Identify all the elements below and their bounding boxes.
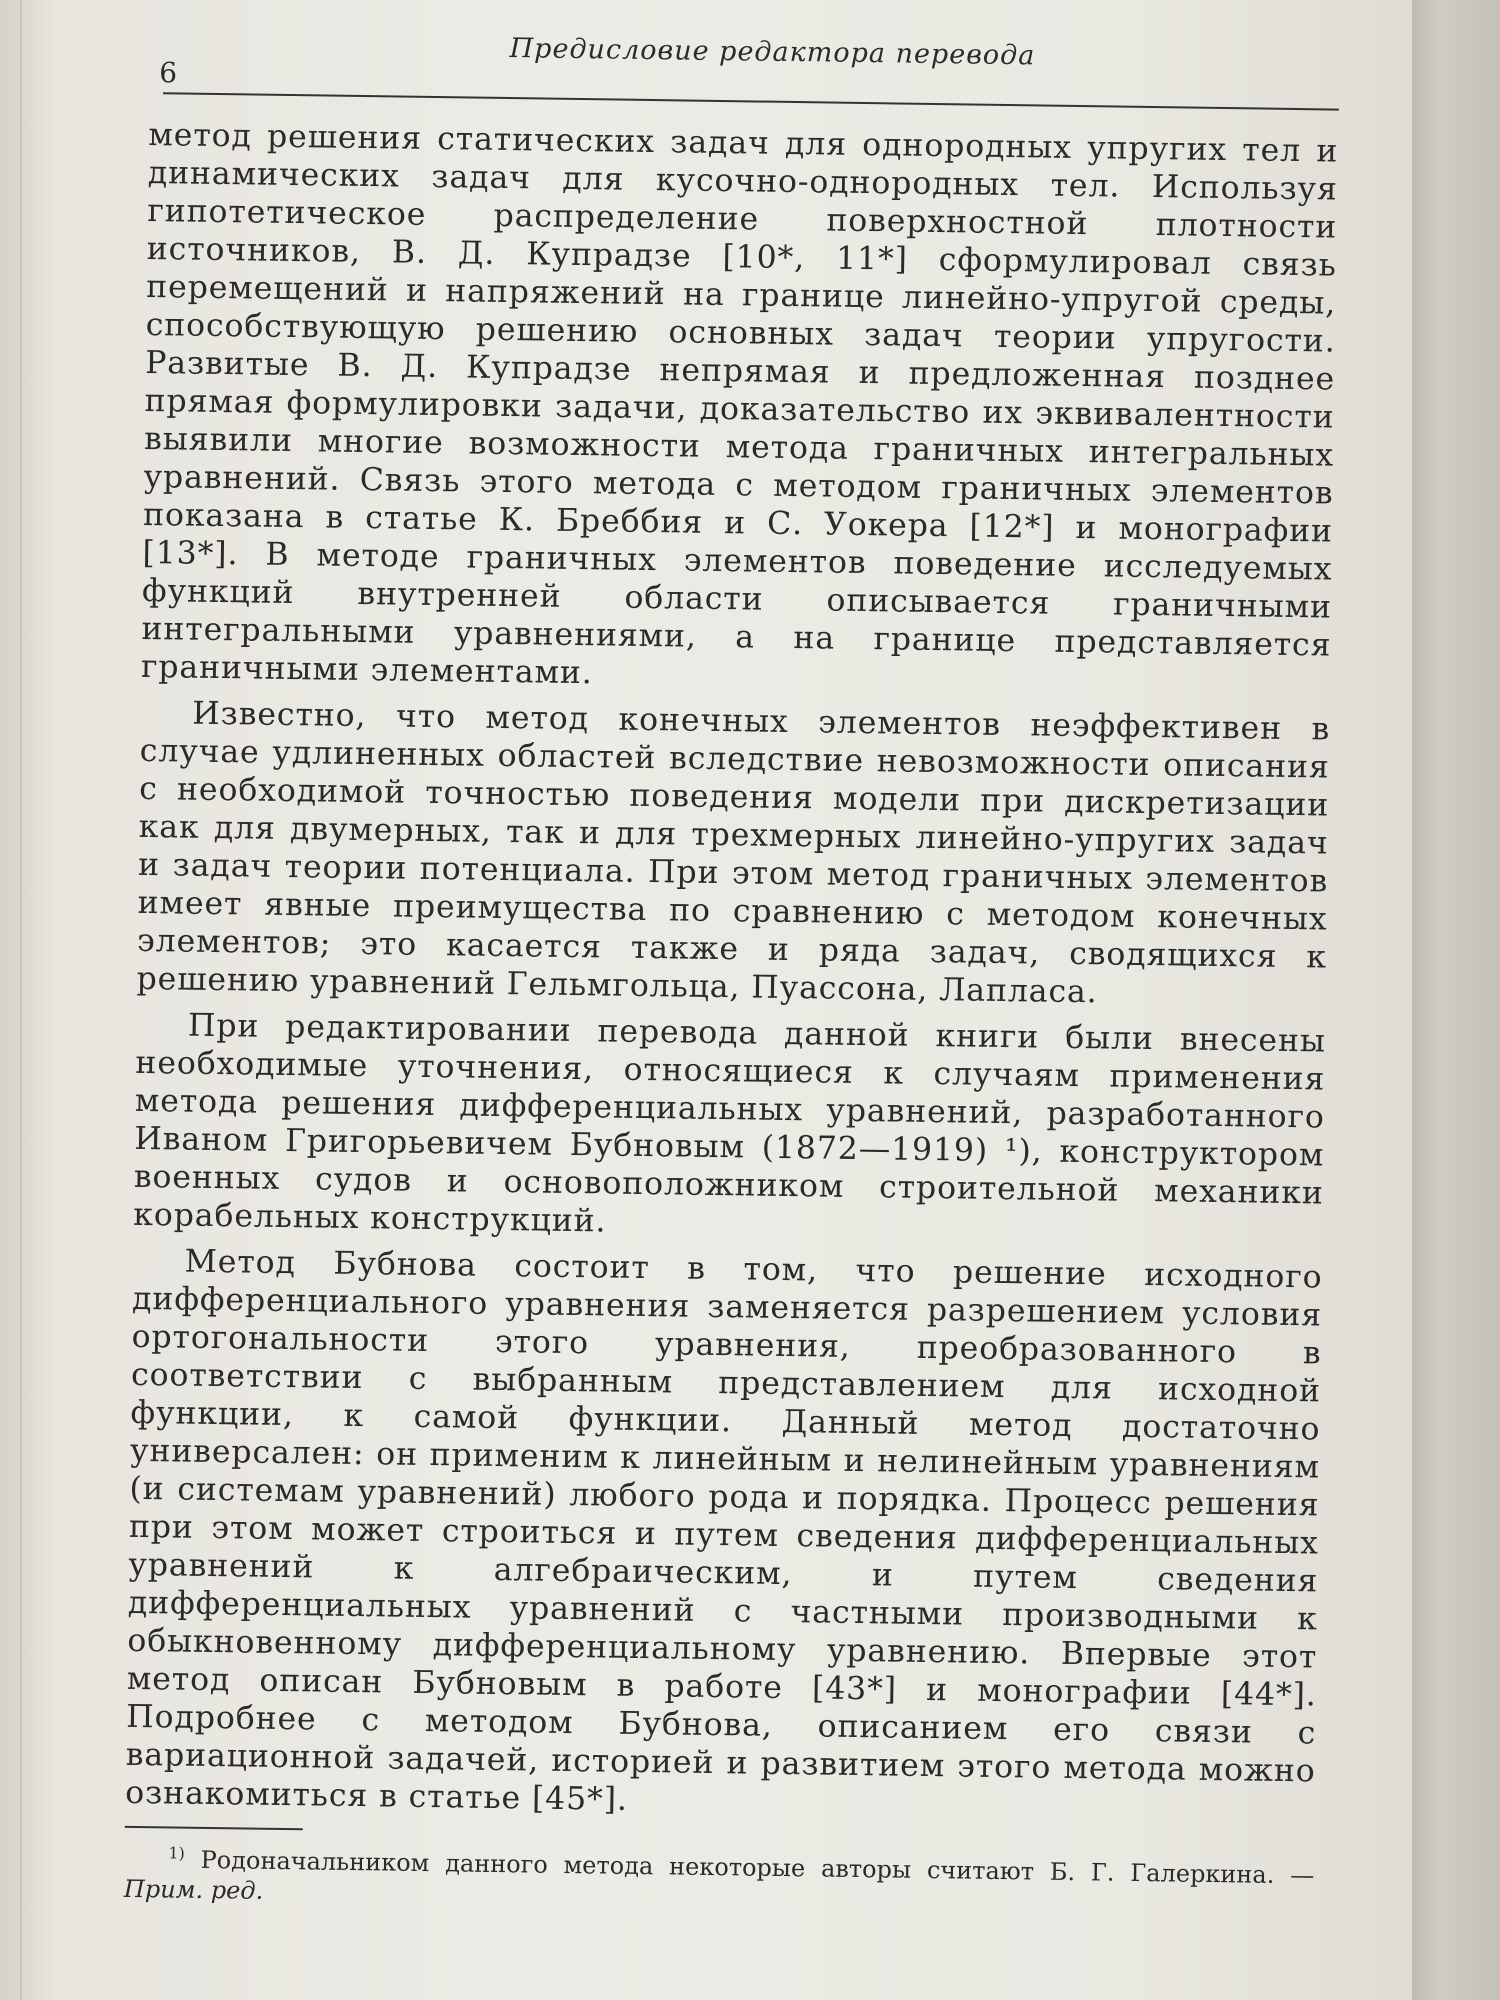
paragraph-4: Метод Бубнова состоит в том, что решение исходного дифференциального уравнения заменяется разрешением условия ортогональности этого уравнения, преобразованного в соответствии с выбранным представлением для исходной функции, к самой функции. Данный метод достаточно универсален: он применим к линейным и нелинейным уравнениям (и системам уравнений) любого рода и порядка. Процесс решения при этом может строиться и путем сведения дифференциальных уравнений к алгебраическим, и путем сведения дифференциальных уравнений с частными производными к обыкновенному дифференциальному уравнению. Впервые этот метод описан Бубновым в работе [43*] и монографии [44*]. Подробнее с методом Бубнова, описанием его связи с вариационной задачей, историей и развитием этого метода можно ознакомиться в статье [45*]. bbox=[124, 1243, 1323, 1818]
footnote-editor-note: Прим. ред. bbox=[123, 1874, 264, 1905]
paragraph-3: При редактировании перевода данной книги были внесены необходимые уточнения, относящиеся к случаям применения метода решения дифференциальных уравнений, разработанного Иваном Григорьевичем Бубновым (1872—1919) ¹), конструктором военных судов и основоположником строительной механики корабельных конструкций. bbox=[133, 1007, 1327, 1240]
footnote bbox=[124, 1838, 1315, 1921]
footnote-rule bbox=[125, 1826, 303, 1830]
page-header bbox=[149, 20, 1340, 111]
binding-gutter bbox=[20, 0, 22, 2000]
adjacent-page-edge bbox=[1412, 0, 1500, 2000]
footnote-marker: 1) bbox=[168, 1843, 185, 1863]
running-title: Предисловие редактора перевода bbox=[509, 33, 1036, 72]
body-text bbox=[125, 116, 1339, 1828]
page-number: 6 bbox=[159, 56, 178, 90]
footnote-text: Родоначальником данного метода некоторые авторы считают Б. Г. Галеркина. — bbox=[200, 1845, 1315, 1890]
paragraph-2: Известно, что метод конечных элементов неэффективен в случае удлиненных областей вследствие невозможности описания с необходимой точностью поведения модели при дискретизации как для двумерных, так и для трехмерных линейно-упругих задач и задач теории потенциала. При этом метод граничных элементов имеет явные преимущества по сравнению с методом конечных элементов; это касается также и ряда задач, сводящихся к решению уравнений Гельмгольца, Пуассона, Лапласа. bbox=[136, 695, 1331, 1011]
page-content bbox=[124, 20, 1340, 1920]
header-rule bbox=[163, 92, 1339, 110]
paragraph-1: метод решения статических задач для однородных упругих тел и динамических задач для кусочно-однородных тел. Используя гипотетическое распределение поверхностной плотности источников, В. Д. Купрадзе [10*, 11*] сформулировал связь перемещений и напряжений на границе линейно-упругой среды, способствующую решению основных задач теории упругости. Развитые В. Д. Купрадзе непрямая и предложенная позднее прямая формулировки задачи, доказательство их эквивалентности выявили многие возможности метода граничных интегральных уравнений. Связь этого метода с методом граничных элементов показана в статье К. Бреббия и С. Уокера [12*] и монографии [13*]. В методе граничных элементов поведение исследуемых функций внутренней области описывается граничными интегральными уравнениями, а на границе представляется граничными элементами. bbox=[140, 116, 1339, 692]
